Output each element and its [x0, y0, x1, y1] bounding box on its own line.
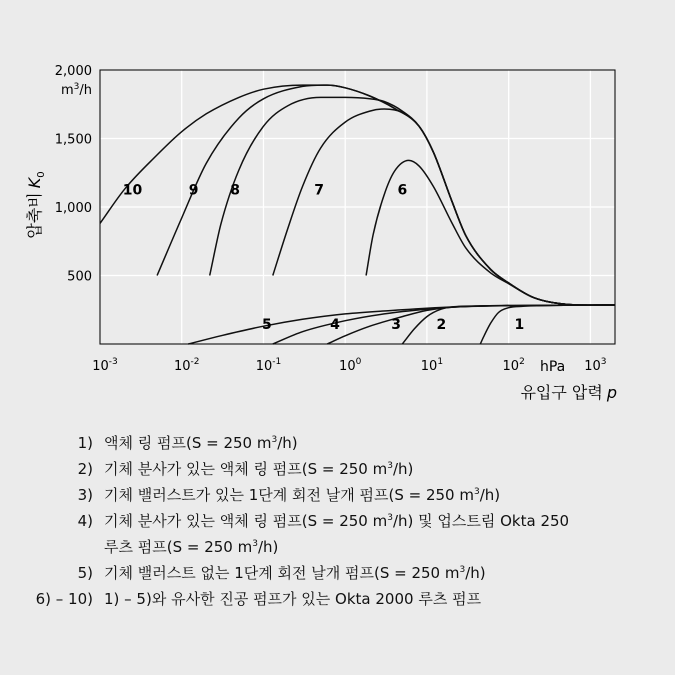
x-tick-base: 10: [339, 359, 356, 374]
x-tick-label: [174, 357, 200, 374]
legend-number: 4): [77, 512, 93, 530]
curve-label-6: 6: [397, 182, 408, 199]
legend-text: 기체 밸러스트가 있는 1단계 회전 날개 펌프(S = 250 $m^3/h$): [104, 486, 501, 504]
y-tick-label: 2,000: [54, 64, 92, 79]
x-axis-label-text: 유입구 압력: [520, 383, 603, 402]
legend-superscript: 3: [473, 487, 480, 497]
x-axis-unit: hPa: [540, 359, 566, 375]
x-tick-exp: 0: [355, 357, 362, 367]
curve-label-7: 7: [314, 182, 325, 199]
x-tick-exp: -3: [108, 357, 118, 367]
curve-9: [157, 85, 615, 305]
y-axis-label-text: 압축비: [25, 192, 44, 239]
x-tick-base: 10: [92, 359, 109, 374]
x-tick-exp: -1: [272, 357, 282, 367]
x-tick-label: [339, 357, 362, 374]
y-axis-subscript: 0: [36, 171, 47, 178]
legend-text: 기체 분사가 있는 액체 링 펌프(S = 250 $m^3/h$) 및 업스트림 Okta 250: [104, 512, 570, 530]
x-tick-exp: 3: [600, 357, 607, 367]
y-tick-label: 1,500: [54, 132, 92, 148]
legend-superscript: 3: [387, 513, 393, 523]
curve-1: [480, 305, 615, 344]
legend-text: 1) – 5)와 유사한 진공 펌프가 있는 Okta 2000 루츠 펌프: [104, 590, 482, 608]
legend-item: [0, 430, 675, 456]
legend-superscript: 3: [459, 565, 466, 575]
legend-number: 5): [77, 564, 93, 582]
curves: [100, 85, 615, 344]
curve-label-10: 10: [122, 182, 143, 199]
x-axis-symbol: p: [606, 383, 617, 402]
legend-item: [0, 508, 675, 534]
y-axis-symbol: K: [25, 177, 44, 189]
x-tick-exp: 2: [519, 357, 525, 367]
legend-text: 루츠 펌프(S = 250 $m^3/h$): [104, 538, 279, 556]
legend-text: 액체 링 펌프(S = 250 $m^3/h$): [104, 434, 298, 452]
curve-10: [100, 85, 615, 305]
y-axis-label: [25, 171, 47, 238]
x-tick-base: 10: [584, 359, 601, 374]
legend-superscript: 3: [252, 539, 258, 549]
x-tick-label: [92, 357, 118, 374]
legend-item: [0, 560, 675, 586]
y-unit-base: m: [60, 83, 74, 98]
legend-superscript: 3: [387, 461, 393, 471]
x-tick-label: [421, 357, 443, 374]
x-tick-base: 10: [502, 359, 520, 374]
y-tick-label: 1,000: [54, 201, 92, 216]
curve-label-5: 5: [261, 316, 272, 333]
curve-3: [327, 305, 615, 344]
legend-item: [0, 534, 675, 560]
legend-superscript: 3: [271, 435, 278, 445]
curve-label-3: 3: [391, 316, 402, 333]
grid: [100, 70, 615, 344]
legend-text: 기체 분사가 있는 액체 링 펌프(S = 250 $m^3/h$): [104, 460, 414, 478]
legend-number: 3): [77, 486, 93, 504]
x-axis-label: [520, 383, 617, 402]
legend-item: [0, 586, 675, 612]
y-unit-rest: /h: [79, 83, 92, 98]
legend-item: [0, 456, 675, 482]
y-unit-sup: 3: [73, 82, 80, 92]
x-tick-exp: -2: [190, 357, 200, 367]
x-tick-label: [584, 357, 606, 374]
legend-text: 기체 밸러스트 없는 1단계 회전 날개 펌프(S = 250 $m^3/h$): [104, 564, 486, 582]
x-tick-base: 10: [173, 359, 191, 374]
x-tick-base: 10: [255, 359, 273, 374]
curve-label-9: 9: [188, 182, 199, 199]
legend: [0, 430, 675, 612]
curve-label-2: 2: [436, 316, 447, 333]
curve-5: [188, 305, 615, 344]
curve-labels: [123, 183, 524, 333]
legend-item: [0, 482, 675, 508]
x-tick-label: [256, 357, 282, 374]
legend-number: 1): [77, 434, 93, 452]
x-tick-label: [503, 357, 525, 374]
x-tick-base: 10: [420, 359, 438, 374]
curve-8: [210, 97, 615, 305]
y-axis-unit: [61, 82, 92, 98]
curve-label-1: 1: [514, 316, 525, 333]
curve-label-4: 4: [330, 316, 340, 333]
legend-number: 6) – 10): [35, 590, 93, 608]
curve-label-8: 8: [230, 182, 240, 199]
x-tick-exp: 1: [437, 357, 444, 367]
legend-number: 2): [77, 460, 93, 478]
y-tick-label: 500: [67, 269, 92, 285]
